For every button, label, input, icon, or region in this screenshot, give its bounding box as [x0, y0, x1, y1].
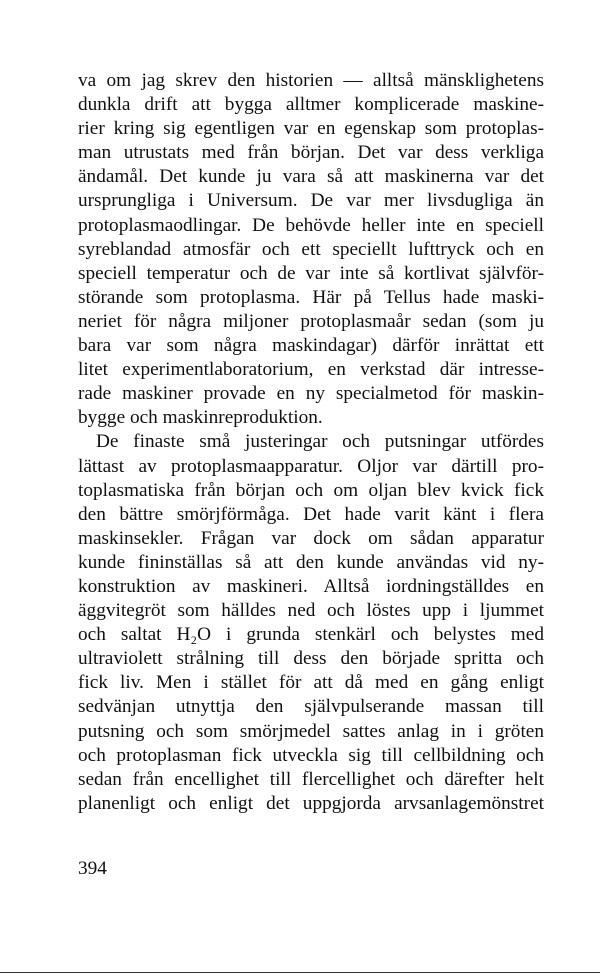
- text-line: speciell temperatur och de var inte så kortlivat självför-: [78, 262, 544, 284]
- text-line: och protoplasman fick utveckla sig till cellbildning och: [78, 744, 544, 766]
- page-number: 394: [78, 858, 107, 879]
- text-line: den bättre smörjförmåga. Det hade varit känt i flera: [78, 503, 544, 525]
- page-bottom-edge: [0, 972, 600, 973]
- text-line: va om jag skrev den historien — alltså mänsklighetens: [78, 70, 544, 91]
- text-line: De finaste små justeringar och putsningar utfördes: [96, 431, 544, 453]
- text-line: äggvitegröt som hälldes ned och löstes upp i ljummet: [78, 600, 544, 622]
- text-line: bygge och maskinreproduktion.: [78, 407, 323, 429]
- text-line: fick liv. Men i stället för att då med en gång enligt: [78, 672, 544, 694]
- text-line: litet experimentlaboratorium, en verkstad där intresse-: [78, 359, 544, 381]
- text-line: störande som protoplasma. Här på Tellus hade maski-: [78, 286, 544, 308]
- text-line: och saltat H₂O i grunda stenkärl och belystes med: [78, 624, 544, 646]
- text-line: toplasmatiska från början och om oljan blev kvick fick: [78, 479, 544, 501]
- text-line: konstruktion av maskineri. Alltså iordningställdes en: [78, 575, 544, 597]
- text-line: protoplasmaodlingar. De behövde heller inte en speciell: [78, 214, 544, 236]
- text-line: rade maskiner provade en ny specialmetod för maskin-: [78, 383, 544, 405]
- text-line: planenligt och enligt det uppgjorda arvsanlagemönstret: [78, 792, 544, 814]
- text-line: ändamål. Det kunde ju vara så att maskinerna var det: [78, 166, 544, 188]
- text-line: bara var som några maskindagar) därför inrättat ett: [78, 335, 544, 357]
- text-line: rier kring sig egentligen var en egenskap som protoplas-: [78, 118, 544, 140]
- text-line: syreblandad atmosfär och ett speciellt lufttryck och en: [78, 238, 544, 260]
- text-line: lättast av protoplasmaapparatur. Oljor var därtill pro-: [78, 455, 544, 477]
- text-line: dunkla drift att bygga alltmer komplicerade maskine-: [78, 94, 544, 116]
- text-line: neriet för några miljoner protoplasmaår sedan (som ju: [78, 310, 544, 332]
- text-line: ursprungliga i Universum. De var mer livsdugliga än: [78, 190, 544, 212]
- text-line: ultraviolett strålning till dess den började spritta och: [78, 648, 544, 670]
- text-line: putsning och som smörjmedel sattes anlag in i gröten: [78, 720, 544, 742]
- text-line: man utrustats med från början. Det var dess verkliga: [78, 142, 544, 164]
- body-text: [78, 69, 544, 816]
- text-line: sedan från encellighet till flercellighet och därefter helt: [78, 768, 544, 790]
- text-line: maskinsekler. Frågan var dock om sådan apparatur: [78, 527, 544, 549]
- text-line: kunde fininställas så att den kunde användas vid ny-: [78, 551, 544, 573]
- text-line: sedvänjan utnyttja den självpulserande massan till: [78, 696, 544, 718]
